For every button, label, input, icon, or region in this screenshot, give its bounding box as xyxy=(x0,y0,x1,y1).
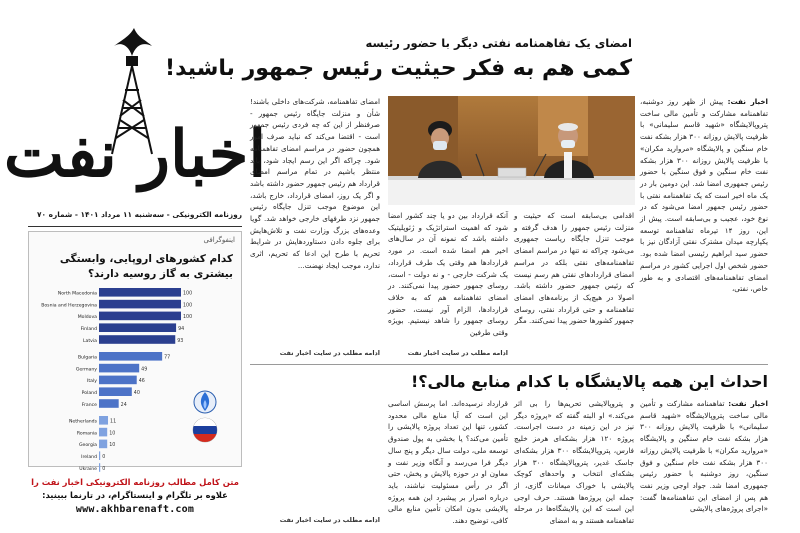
bar-chart xyxy=(35,284,237,472)
bar-label-11: Romania xyxy=(76,431,97,437)
article1-column-right xyxy=(640,96,768,358)
article1-column-left xyxy=(250,96,380,350)
bar-2 xyxy=(99,312,181,321)
promo-box xyxy=(28,476,242,532)
article2-text-2: و پتروپالایشی تحریم‌ها را بی اثر می‌کند.» او البته گفته که «پروژه دیگر نیز در این زمینه در دست اجراست. پروژه ۱۲۰ هزار بشکه‌ای هرمز خلیج فارس، پتروپالایشگاه ۳۰۰ هزار بشکه‌ای جاسک غدیر، پتروپالایشگاه ۳۰۰ هزار بشکه‌ای انتخاب و واحدهای کوچک پالایشی با خوراک میعانات گازی، از جمله این پروژه‌ها هستند. حرف اوجی این است که این پالایشگاه‌ها در مرحله تفاهمنامه هستند و به امضای xyxy=(514,399,634,526)
masthead xyxy=(3,26,267,204)
bar-value-2: 100 xyxy=(183,315,193,321)
article2-headline[interactable]: احداث این همه پالایشگاه با کدام منابع مالی؟! xyxy=(410,372,768,391)
infographic-chart xyxy=(35,284,237,472)
infographic-title: کدام کشورهای اروپایی، وابستگی بیشتری به گاز روسیه دارند؟ xyxy=(59,253,233,280)
bar-9 xyxy=(99,399,119,408)
article1-column-mid-2 xyxy=(514,210,634,360)
article2-column-right xyxy=(640,398,768,516)
article1-text-4: امضای تفاهمنامه، شرکت‌های داخلی باشند! شأن و منزلت جایگاه رئیس جمهور - صرفنظر از این که چه فردی رئیس جمهور است - اقتضا می‌کند که نباید صرف امور همچون حضور در مراسم امضای تفاهمنامه شود. چراکه اگر این رسم ایجاد شود، باید منتظر باشیم در تمام مراسم امضای قرارداد هم رئیس جمهور حضور داشته باشد و اگر یک روز، امضای قرارداد، خارج باشد، این موضوع موجب تنزل جایگاه رئیس جمهور نزد طرفهای خارجی خواهد شد. گویا وعده‌های بزرگ وزارت نفت و تلاش‌هایش برای جلوه دادن دستاوردهایش در شرایط تحریم با طرح این ادعا که تحریم، اثری ندارد، موجب ایجاد نهضت... xyxy=(250,97,380,270)
oil-derrick-logo xyxy=(3,26,267,204)
article1-kicker: امضای یک تفاهمنامه نفتی دیگر با حضور رئیسه xyxy=(365,36,632,50)
article1-headline[interactable]: کمی هم به فکر حیثیت رئیس جمهور باشید! xyxy=(165,56,632,81)
article2-lead: اخبار نفت: xyxy=(728,399,768,408)
bar-3 xyxy=(99,323,176,332)
bar-5 xyxy=(99,352,162,361)
bar-value-6: 49 xyxy=(141,367,148,373)
bar-value-14: 0 xyxy=(102,466,106,472)
promo-line-2: علاوه بر تلگرام و اینستاگرام، در تارنما ببینید: xyxy=(42,490,228,500)
bar-4 xyxy=(99,335,175,344)
logo-text: اخبار نفت xyxy=(3,117,267,192)
article2-text-1: تفاهمنامه مشارکت و تأمین مالی ساخت پتروپالایشگاه «شهید قاسم سلیمانی» با ظرفیت پالایش روزانه ۳۰۰ هزار بشکه نفت خام سنگین و پالایشگاه «مروارید مکران» با ظرفیت پالایش روزانه ۳۰۰ هزار بشکه نفت خام سنگین و فوق سنگین، روز دوشنبه با حضور رئیس جمهوری امضا شد. جواد اوجی وزیر نفت هم پس از امضای این تفاهمنامه‌ها گفت: «اجرای پروژه‌های پالایشی xyxy=(640,399,768,514)
bar-value-3: 94 xyxy=(178,327,185,332)
bar-label-14: Ukraine xyxy=(79,466,97,472)
bar-label-13: Ireland xyxy=(81,455,97,460)
bar-label-1: Bosnia and Herzegovina xyxy=(41,303,97,309)
bar-value-10: 11 xyxy=(110,419,117,425)
bar-13 xyxy=(99,451,100,460)
article1-text-2: اقدامی بی‌سابقه است که حیثیت و منزلت رئیس جمهور را هدف گرفته و موجب تنزل جایگاه ریاست جمهوری می‌شود چراکه نه تنها در مراسم امضای تفاهمنامه‌های نفتی بلکه در مراسم امضای قراردادهای نفتی هم رسم نیست که رئیس جمهور حضور داشته باشد. اصولا در هیچ‌یک از برنامه‌های امضای تفاهمنامه و حتی قرارداد نفتی، روسای جمهور کشورها حضور پیدا نمی‌کنند. مگر xyxy=(514,211,634,326)
bar-value-13: 0 xyxy=(102,455,106,460)
issue-line: روزنامه الکترونیکی - سه‌شنبه ۱۱ مرداد ۱۴۰۱ - شماره ۷۰ xyxy=(37,210,242,219)
continue-link-bottom[interactable]: ادامه مطلب در سایت اخبار نفت xyxy=(279,516,380,524)
bar-6 xyxy=(99,364,139,373)
bar-value-5: 77 xyxy=(164,355,171,361)
bar-8 xyxy=(99,387,132,396)
bar-label-10: Netherlands xyxy=(68,419,97,425)
article1-photo xyxy=(388,96,635,205)
bar-value-9: 24 xyxy=(120,402,127,408)
bar-0 xyxy=(99,288,181,297)
bar-value-11: 10 xyxy=(109,431,116,437)
promo-line-1: متن کامل مطالب روزنامه الکترونیکی اخبار نفت را xyxy=(31,477,239,487)
bar-label-12: Georgia xyxy=(78,443,97,449)
russia-flag-icon xyxy=(193,418,217,442)
infographic-tag: اینفوگرافی xyxy=(203,236,235,244)
bar-label-9: France xyxy=(81,402,97,408)
article2-column-mid-1 xyxy=(514,398,634,526)
bar-value-7: 46 xyxy=(138,379,145,385)
article1-lead: اخبار نفت: xyxy=(727,97,768,106)
sidebar xyxy=(3,26,267,515)
bar-10 xyxy=(99,416,108,425)
bar-value-1: 100 xyxy=(183,303,193,309)
bar-label-5: Bulgaria xyxy=(77,355,97,361)
article1-text-3: آنکه قرارداد بین دو یا چند کشور امضا شود که اهمیت استراتژیک و ژئوپلیتیک داشته باشد که نمونه آن در سال‌های اخیر هم امضا شده است. در مورد قراردادها هم وقتی یک طرف قرارداد، یک شرکت خارجی - و نه دولت - است، روسای جمهور حضور پیدا نمی‌کنند. در امضای تفاهمنامه هم که به خلاف قراردادها، الزام آور نیست، حضور روسای جمهور را شاهد نیستیم. بویژه وقتی طرفین xyxy=(388,211,508,338)
bar-value-4: 93 xyxy=(177,338,184,344)
continue-link-left[interactable]: ادامه مطلب در سایت اخبار نفت xyxy=(279,349,380,357)
gas-flame-icon xyxy=(194,391,216,413)
section-divider xyxy=(250,364,768,365)
bar-7 xyxy=(99,376,137,385)
bar-label-3: Finland xyxy=(80,327,97,332)
infographic-box xyxy=(28,231,242,472)
article2-text-3: قرارداد نرسیده‌اند. اما پرسش اساسی این است که آیا منابع مالی محدود کشور، تنها این تعداد پروژه پالایشی را تأمین می‌کند؟ یا بخشی به پول صندوق توسعه ملی، دولت سال دیگر و پنج سال دیگر فرا می‌رسد و آنگاه وزیر نفت و معاون او در حوزه پالایش و پخش، حتی اگر در رأس مسئولیت نباشند، باید درباره اصرار بر پیشبرد این همه پروژه پالایشی بدون امکان تأمین منابع مالی کافی، توضیح دهند. xyxy=(388,399,508,526)
bar-11 xyxy=(99,428,107,437)
bar-14 xyxy=(99,463,100,472)
continue-link-mid[interactable]: ادامه مطلب در سایت اخبار نفت xyxy=(407,349,508,357)
bar-label-6: Germany xyxy=(75,367,97,373)
bar-value-12: 10 xyxy=(109,443,116,449)
article1-text-1: پیش از ظهر روز دوشنبه، تفاهمنامه مشارکت و تأمین مالی ساخت پتروپالایشگاه «شهید قاسم سلیمانی» با ظرفیت پالایش روزانه ۳۰۰ هزار بشکه نفت خام سنگین و پالایشگاه «مروارید مکران» با ظرفیت پالایش روزانه ۳۰۰ هزار بشکه نفت خام سنگین و فوق سنگین با حضور رئیس جمهوری امضا شد. این دومین بار در یک ماه اخیر است که یک تفاهمنامه نفتی با حضور رئیس جمهور امضا می‌شود که در نوع خود، عجیب و بی‌سابقه است. پیش از این، روز ۱۴ تیرماه تفاهمنامه توسعه یکپارچه میدان مشترک نفتی آزادگان نیز با حضور سید ابراهیم رئیسی امضا شده بود. حضور شخص اول اجرایی کشور در مراسم امضای تفاهمنامه‌های اقتصادی و به طور خاص، نفتی، xyxy=(640,97,768,294)
bar-value-0: 100 xyxy=(183,291,193,297)
meeting-photo xyxy=(388,96,635,205)
article1-column-mid-1 xyxy=(388,210,508,360)
issue-divider xyxy=(28,226,242,227)
bar-label-2: Moldova xyxy=(77,315,97,321)
bar-12 xyxy=(99,440,107,449)
article2-column-left xyxy=(250,398,380,510)
article2-column-mid-2 xyxy=(388,398,508,526)
bar-label-4: Latvia xyxy=(83,338,97,344)
bar-label-8: Poland xyxy=(81,391,97,396)
bar-label-0: North Macedonia xyxy=(57,291,97,297)
bar-label-7: Italy xyxy=(87,379,97,385)
bar-1 xyxy=(99,300,181,309)
bar-value-8: 40 xyxy=(133,391,140,396)
website-link[interactable]: www.akhbarenaft.com xyxy=(75,504,195,515)
